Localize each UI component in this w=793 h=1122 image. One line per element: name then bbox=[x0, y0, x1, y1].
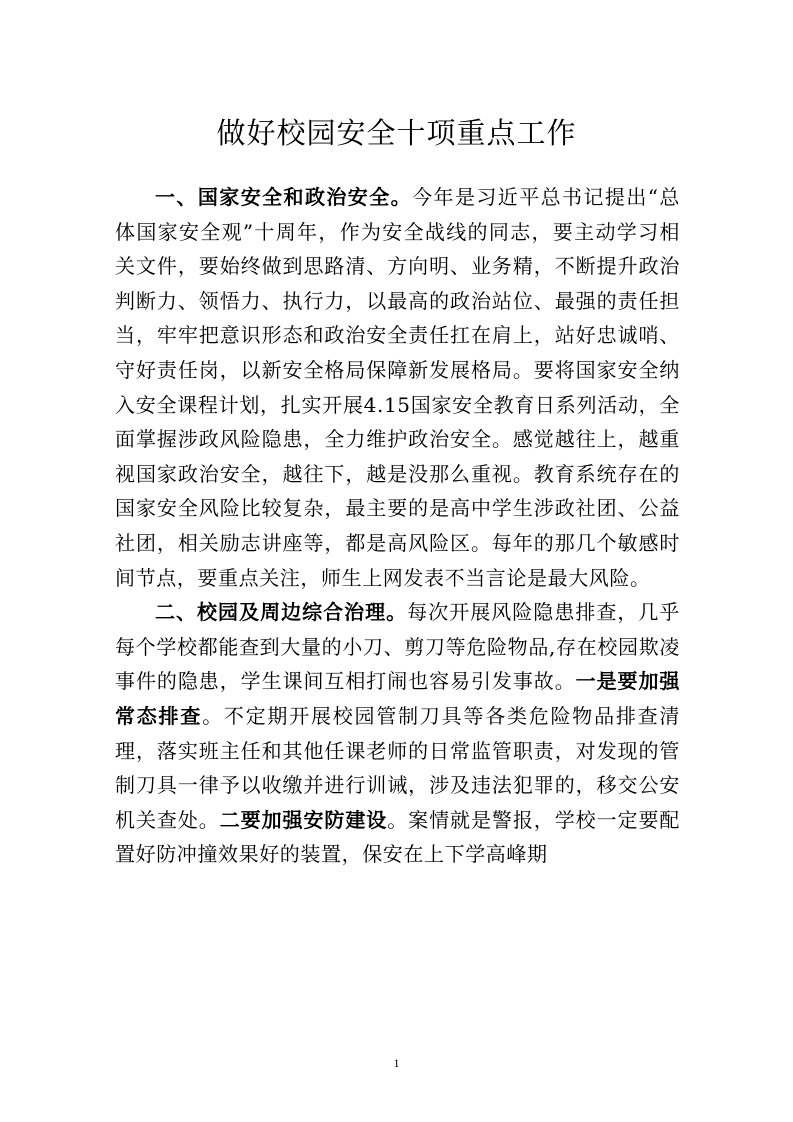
page-number: 1 bbox=[393, 1056, 400, 1070]
section-1-text: 今年是习近平总书记提出“总体国家安全观”十周年，作为安全战线的同志，要主动学习相关文件，要始终做到思路清、方向明、业务精，不断提升政治判断力、领悟力、执行力，以最高的政治站位、最强的责任担当，牢牢把意识形态和政治安全责任扛在肩上，站好忠诚哨、守好责任岗，以新安全格局保障新发展格局。要将国家安全纳入安全课程计划，扎实开展4.15国家安全教育日系列活动，全面掌握涉政风险隐患，全力维护政治安全。感觉越往上，越重视国家政治安全，越往下，越是没那么重视。教育系统存在的国家安全风险比较复杂，最主要的是高中学生涉政社团、公益社团，相关励志讲座等，都是高风险区。每年的那几个敏感时间节点，要重点关注，师生上网发表不当言论是最大风险。 bbox=[115, 185, 681, 590]
section-2-bold-point-2: 二要加强安防建设 bbox=[219, 807, 388, 832]
section-2-heading: 二、校园及周边综合治理。 bbox=[155, 600, 408, 625]
document-title: 做好校园安全十项重点工作 bbox=[216, 116, 577, 150]
section-2-text-3: 。案情就是警报，学校一定要配置好防冲撞效果好的装置，保安在上下学高峰期 bbox=[115, 807, 681, 867]
section-1-heading: 一、国家安全和政治安全。 bbox=[155, 185, 413, 209]
section-2-paragraph bbox=[115, 595, 680, 872]
document-body bbox=[115, 180, 680, 872]
section-2-text-2: 。不定期开展校园管制刀具等各类危险物品排查清理，落实班主任和其他任课老师的日常监管职责，对发现的管制刀具一律予以收缴并进行训诫，涉及违法犯罪的，移交公安机关查处。 bbox=[115, 703, 680, 832]
section-1-paragraph bbox=[115, 180, 680, 595]
section-2-text-1: 每次开展风险隐患排查，几乎每个学校都能查到大量的小刀、剪刀等危险物品,存在校园欺凌事件的隐患，学生课间互相打闹也容易引发事故。 bbox=[115, 600, 680, 694]
section-2-bold-point-1: 一是要加强常态排查 bbox=[115, 669, 681, 728]
